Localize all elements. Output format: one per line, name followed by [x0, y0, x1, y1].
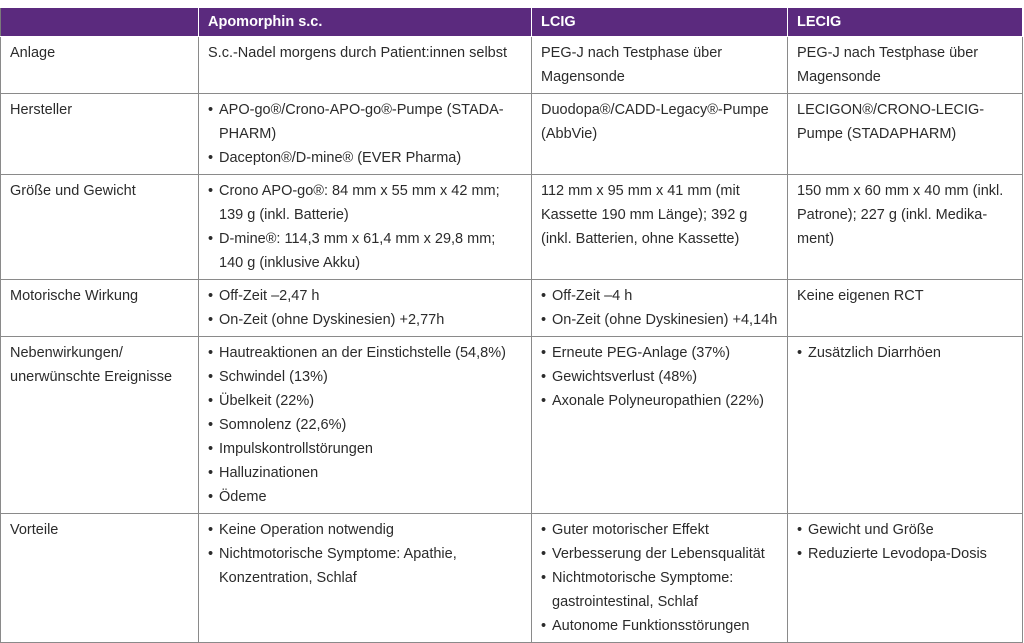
list-item: • Übelkeit (22%) — [208, 389, 522, 413]
list-item: • D-mine®: 114,3 mm x 61,4 mm x 29,8 mm; 140 g (inklusive Akku) — [208, 227, 522, 275]
header-row — [1, 8, 1023, 37]
table-row — [1, 337, 1023, 514]
cell-lcig: 112 mm x 95 mm x 41 mm (mit Kassette 190 mm Länge); 392 g (inkl. Batterien, ohne Kassette) — [532, 175, 788, 280]
cell-lecig — [788, 337, 1023, 514]
bullet-list — [541, 341, 778, 413]
list-item: • Hautreaktionen an der Einstichstelle (54,8%) — [208, 341, 522, 365]
cell-lecig: LECIGON®/CRONO-LECIG-Pumpe (STADAPHARM) — [788, 94, 1023, 175]
bullet-list — [541, 518, 778, 638]
cell-lecig — [788, 514, 1023, 643]
row-label: Nebenwirkungen/ unerwünschte Ereignisse — [1, 337, 199, 514]
row-label: Hersteller — [1, 94, 199, 175]
header-cell-lecig: LECIG — [788, 8, 1023, 37]
cell-apomorphin — [199, 337, 532, 514]
cell-apomorphin: S.c.-Nadel morgens durch Patient:innen selbst — [199, 37, 532, 94]
list-item: • Off-Zeit –4 h — [541, 284, 778, 308]
bullet-list — [208, 284, 522, 332]
bullet-list — [797, 518, 1013, 566]
list-item: • Keine Operation notwendig — [208, 518, 522, 542]
row-label: Anlage — [1, 37, 199, 94]
list-item: • On-Zeit (ohne Dyskinesien) +2,77h — [208, 308, 522, 332]
cell-lcig: Duodopa®/CADD-Legacy®-Pumpe (AbbVie) — [532, 94, 788, 175]
cell-lecig: PEG-J nach Testphase über Magensonde — [788, 37, 1023, 94]
list-item: • Reduzierte Levodopa-Dosis — [797, 542, 1013, 566]
list-item: • Schwindel (13%) — [208, 365, 522, 389]
list-item: • Crono APO-go®: 84 mm x 55 mm x 42 mm; 139 g (inkl. Batterie) — [208, 179, 522, 227]
table-row — [1, 94, 1023, 175]
cell-apomorphin — [199, 280, 532, 337]
cell-apomorphin — [199, 514, 532, 643]
comparison-table — [0, 7, 1023, 643]
header-cell-apomorphin: Apomorphin s.c. — [199, 8, 532, 37]
bullet-list — [797, 341, 1013, 365]
list-item: • APO-go®/Crono-APO-go®-Pumpe (STADA-PHARM) — [208, 98, 522, 146]
cell-lecig: Keine eigenen RCT — [788, 280, 1023, 337]
list-item: • Zusätzlich Diarrhöen — [797, 341, 1013, 365]
table-row — [1, 175, 1023, 280]
list-item: • Dacepton®/D-mine® (EVER Pharma) — [208, 146, 522, 170]
bullet-list — [541, 284, 778, 332]
bullet-list — [208, 518, 522, 590]
row-label: Vorteile — [1, 514, 199, 643]
table-row — [1, 280, 1023, 337]
list-item: • On-Zeit (ohne Dyskinesien) +4,14h — [541, 308, 778, 332]
cell-apomorphin — [199, 94, 532, 175]
table-row — [1, 37, 1023, 94]
list-item: • Ödeme — [208, 485, 522, 509]
header-cell-empty — [1, 8, 199, 37]
cell-apomorphin — [199, 175, 532, 280]
cell-lcig: PEG-J nach Testphase über Magensonde — [532, 37, 788, 94]
cell-lcig — [532, 337, 788, 514]
header-cell-lcig: LCIG — [532, 8, 788, 37]
bullet-list — [208, 98, 522, 170]
list-item: • Halluzinationen — [208, 461, 522, 485]
list-item: • Nichtmotorische Symptome: Apathie, Konzentration, Schlaf — [208, 542, 522, 590]
bullet-list — [208, 179, 522, 275]
list-item: • Somnolenz (22,6%) — [208, 413, 522, 437]
cell-lecig: 150 mm x 60 mm x 40 mm (inkl. Patrone); 227 g (inkl. Medika-ment) — [788, 175, 1023, 280]
list-item: • Autonome Funktionsstörungen — [541, 614, 778, 638]
list-item: • Gewichtsverlust (48%) — [541, 365, 778, 389]
list-item: • Erneute PEG-Anlage (37%) — [541, 341, 778, 365]
table-row — [1, 514, 1023, 643]
cell-lcig — [532, 514, 788, 643]
list-item: • Gewicht und Größe — [797, 518, 1013, 542]
row-label: Größe und Gewicht — [1, 175, 199, 280]
list-item: • Off-Zeit –2,47 h — [208, 284, 522, 308]
list-item: • Axonale Polyneuropathien (22%) — [541, 389, 778, 413]
list-item: • Nichtmotorische Symptome: gastrointestinal, Schlaf — [541, 566, 778, 614]
list-item: • Verbesserung der Lebensqualität — [541, 542, 778, 566]
list-item: • Guter motorischer Effekt — [541, 518, 778, 542]
cell-lcig — [532, 280, 788, 337]
list-item: • Impulskontrollstörungen — [208, 437, 522, 461]
row-label: Motorische Wirkung — [1, 280, 199, 337]
bullet-list — [208, 341, 522, 509]
